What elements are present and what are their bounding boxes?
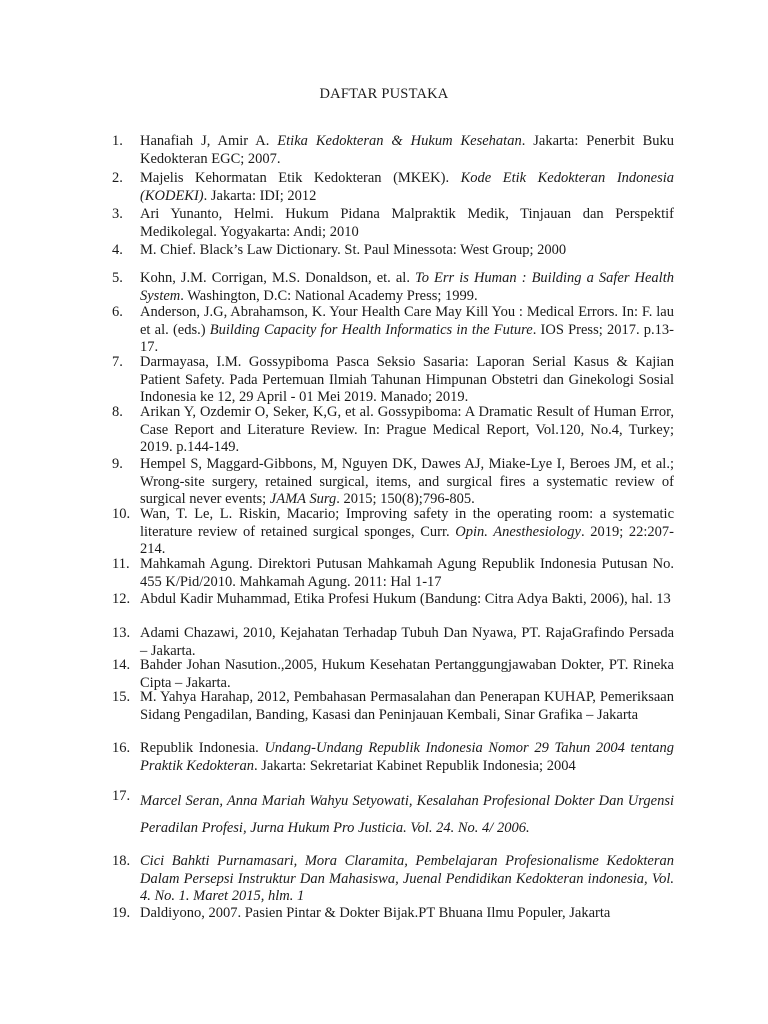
- reference-text: [140, 206, 674, 241]
- reference-text: [140, 170, 674, 205]
- reference-segment: Majelis Kehormatan Etik Kedokteran (MKEK).: [140, 170, 461, 186]
- reference-segment: . IOS Press; 2017. p.13-17.: [140, 321, 674, 355]
- reference-number: 19.: [112, 905, 131, 921]
- reference-italic-segment: JAMA Surg: [269, 491, 337, 507]
- reference-text: [140, 404, 674, 457]
- reference-text: [140, 270, 674, 305]
- reference-segment: Daldiyono, 2007. Pasien Pintar & Dokter Bijak.PT Bhuana Ilmu Populer, Jakarta: [140, 905, 611, 921]
- reference-segment: Wan, T. Le, L. Riskin, Macario; Improving safety in the operating room: a systematic literature review of retained surgical sponges, Curr.: [140, 506, 674, 540]
- reference-number: 12.: [112, 591, 131, 607]
- reference-number: 4.: [112, 242, 123, 258]
- reference-segment: . Jakarta: Sekretariat Kabinet Republik Indonesia; 2004: [253, 757, 576, 774]
- reference-segment: Abdul Kadir Muhammad, Etika Profesi Hukum (Bandung: Citra Adya Bakti, 2006), hal. 13: [140, 591, 671, 607]
- reference-text: [140, 506, 674, 559]
- reference-number: 14.: [112, 657, 131, 673]
- reference-number: 18.: [112, 853, 131, 869]
- reference-segment: Darmayasa, I.M. Gossypiboma Pasca Seksio Sasaria: Laporan Serial Kasus & Kajian Patient Safety. Pada Pertemuan Ilmiah Tahunan Himpunan Obstetri dan Ginekologi Sosial Indonesia ke 12, 29 April - 01 Mei 2019. Manado; 2019.: [140, 354, 674, 405]
- reference-segment: . Jakarta: Penerbit Buku Kedokteran EGC; 2007.: [140, 133, 674, 167]
- reference-segment: . Washington, D.C: National Academy Press; 1999.: [180, 287, 478, 304]
- reference-segment: Republik Indonesia.: [140, 740, 265, 756]
- reference-text: [140, 591, 674, 609]
- reference-segment: Hanafiah J, Amir A.: [140, 133, 278, 149]
- reference-text: [140, 788, 674, 842]
- reference-text: [140, 853, 674, 906]
- reference-italic-segment: Marcel Seran, Anna Mariah Wahyu Setyowati, Kesalahan Profesional Dokter Dan Urgensi Peradilan Profesi, Jurna Hukum Pro Justicia. Vol. 24. No. 4/ 2006.: [140, 793, 674, 836]
- reference-number: 17.: [112, 788, 131, 804]
- reference-italic-segment: Opin. Anesthesiology: [455, 523, 581, 540]
- reference-text: [140, 657, 674, 692]
- reference-text: [140, 625, 674, 660]
- reference-segment: . Jakarta: IDI; 2012: [203, 187, 317, 204]
- reference-number: 13.: [112, 625, 131, 641]
- reference-segment: Adami Chazawi, 2010, Kejahatan Terhadap Tubuh Dan Nyawa, PT. RajaGrafindo Persada – Jakarta.: [140, 625, 674, 659]
- reference-segment: . 2015; 150(8);796-805.: [336, 491, 475, 507]
- reference-italic-segment: To Err is Human : Building a Safer Health System: [140, 270, 674, 304]
- reference-segment: Arikan Y, Ozdemir O, Seker, K,G, et al. Gossypiboma: A Dramatic Result of Human Error, Case Report and Literature Review. In: Prague Medical Report, Vol.120, No.4, Turkey; 2019. p.144-149.: [140, 404, 674, 455]
- reference-segment: Mahkamah Agung. Direktori Putusan Mahkamah Agung Republik Indonesia Putusan No. 455 K/Pid/2010. Mahkamah Agung. 2011: Hal 1-17: [140, 556, 674, 590]
- reference-number: 9.: [112, 456, 123, 472]
- reference-text: [140, 456, 674, 509]
- reference-text: [140, 354, 674, 407]
- reference-text: [140, 740, 674, 775]
- reference-italic-segment: Cici Bahkti Purnamasari, Mora Claramita, Pembelajaran Profesionalisme Kedokteran Dalam Persepsi Instruktur Dan Mahasiswa, Juenal Pendidikan Kedokteran indonesia, Vol. 4. No. 1. Maret 2015, hlm. 1: [140, 853, 674, 904]
- reference-segment: M. Chief. Black’s Law Dictionary. St. Paul Minessota: West Group; 2000: [140, 242, 567, 258]
- reference-text: [140, 133, 674, 168]
- reference-segment: . 2019; 22:207-214.: [140, 523, 674, 557]
- reference-segment: Anderson, J.G, Abrahamson, K. Your Health Care May Kill You : Medical Errors. In: F. lau et al. (eds.): [140, 304, 674, 338]
- reference-text: [140, 304, 674, 357]
- reference-italic-segment: Kode Etik Kedokteran Indonesia (KODEKI): [140, 170, 675, 204]
- reference-number: 5.: [112, 270, 123, 286]
- reference-text: [140, 556, 674, 591]
- reference-number: 7.: [112, 354, 123, 370]
- reference-segment: Ari Yunanto, Helmi. Hukum Pidana Malpraktik Medik, Tinjauan dan Perspektif Medikolegal. Yogyakarta: Andi; 2010: [140, 206, 674, 240]
- reference-number: 11.: [112, 556, 130, 572]
- reference-text: [140, 905, 674, 923]
- reference-text: [140, 689, 674, 724]
- reference-number: 3.: [112, 206, 123, 222]
- reference-number: 6.: [112, 304, 123, 320]
- reference-number: 10.: [112, 506, 131, 522]
- reference-segment: Kohn, J.M. Corrigan, M.S. Donaldson, et. al.: [140, 270, 415, 286]
- reference-number: 1.: [112, 133, 123, 149]
- reference-segment: Hempel S, Maggard-Gibbons, M, Nguyen DK, Dawes AJ, Miake-Lye I, Beroes JM, et al.; Wrong-site surgery, retained surgical, items, and surgical fires a systematic review of surgical never events;: [140, 456, 674, 507]
- reference-text: [140, 242, 674, 260]
- reference-segment: Bahder Johan Nasution.,2005, Hukum Kesehatan Pertanggungjawaban Dokter, PT. Rineka Cipta – Jakarta.: [140, 657, 674, 691]
- reference-number: 16.: [112, 740, 131, 756]
- reference-italic-segment: Etika Kedokteran & Hukum Kesehatan: [277, 133, 522, 149]
- reference-number: 2.: [112, 170, 123, 186]
- reference-italic-segment: Undang-Undang Republik Indonesia Nomor 29 Tahun 2004 tentang Praktik Kedokteran: [140, 740, 674, 774]
- reference-number: 15.: [112, 689, 131, 705]
- reference-number: 8.: [112, 404, 123, 420]
- reference-italic-segment: Building Capacity for Health Informatics in the Future: [209, 321, 533, 338]
- page-title: DAFTAR PUSTAKA: [319, 86, 449, 102]
- reference-segment: M. Yahya Harahap, 2012, Pembahasan Permasalahan dan Penerapan KUHAP, Pemeriksaan Sidang Pengadilan, Banding, Kasasi dan Peninjauan Kembali, Sinar Grafika – Jakarta: [140, 689, 674, 723]
